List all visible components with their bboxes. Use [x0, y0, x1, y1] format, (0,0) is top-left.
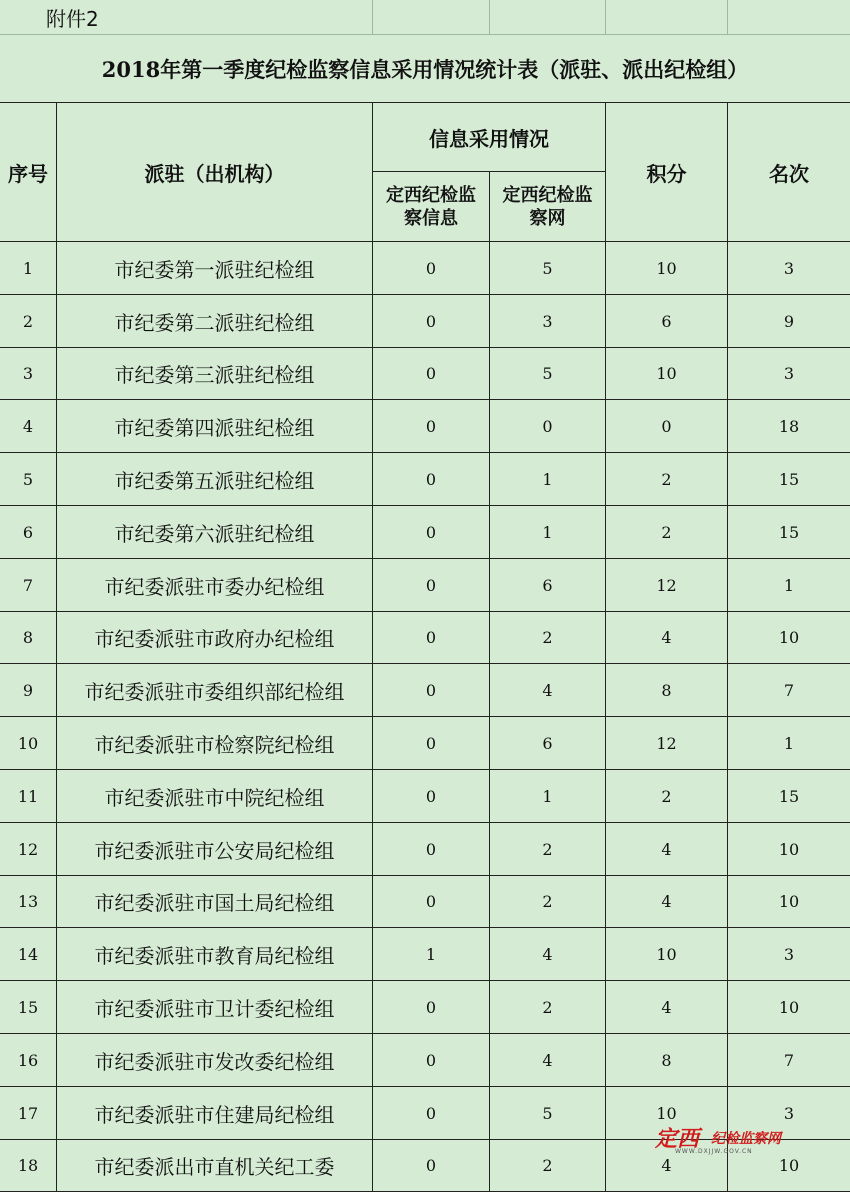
cell-web-count: 2: [490, 612, 606, 664]
cell-score: 10: [606, 1087, 728, 1140]
cell-org: 市纪委派出市直机关纪工委: [57, 1140, 373, 1192]
cell-info-count: 0: [373, 981, 490, 1034]
cell-web-count: 1: [490, 770, 606, 823]
cell-rank: 10: [728, 612, 850, 664]
attachment-label: 附件2: [0, 0, 850, 35]
cell-info-count: 0: [373, 242, 490, 295]
cell-index: 15: [0, 981, 57, 1034]
cell-info-count: 0: [373, 559, 490, 612]
cell-info-count: 0: [373, 770, 490, 823]
cell-org: 市纪委第五派驻纪检组: [57, 453, 373, 506]
cell-org: 市纪委派驻市公安局纪检组: [57, 823, 373, 876]
cell-index: 3: [0, 348, 57, 400]
cell-org: 市纪委派驻市发改委纪检组: [57, 1034, 373, 1087]
cell-score: 4: [606, 1140, 728, 1192]
table-title: 2018年第一季度纪检监察信息采用情况统计表（派驻、派出纪检组）: [0, 35, 850, 103]
cell-rank: 3: [728, 1087, 850, 1140]
watermark-brand: 定西: [655, 1126, 700, 1152]
cell-rank: 3: [728, 928, 850, 981]
cell-rank: 3: [728, 242, 850, 295]
cell-score: 6: [606, 295, 728, 348]
cell-org: 市纪委第一派驻纪检组: [57, 242, 373, 295]
cell-score: 2: [606, 506, 728, 559]
cell-org: 市纪委派驻市政府办纪检组: [57, 612, 373, 664]
cell-index: 7: [0, 559, 57, 612]
cell-info-count: 0: [373, 717, 490, 770]
cell-rank: 10: [728, 981, 850, 1034]
cell-index: 5: [0, 453, 57, 506]
cell-score: 12: [606, 559, 728, 612]
cell-index: 4: [0, 400, 57, 453]
cell-score: 4: [606, 876, 728, 928]
cell-web-count: 5: [490, 242, 606, 295]
watermark-name: 纪检监察网: [711, 1131, 781, 1147]
cell-index: 18: [0, 1140, 57, 1192]
cell-info-count: 0: [373, 876, 490, 928]
gridline: [372, 0, 373, 35]
header-org: 派驻（出机构）: [57, 103, 373, 242]
cell-index: 9: [0, 664, 57, 717]
header-index: 序号: [0, 103, 57, 242]
cell-info-count: 0: [373, 400, 490, 453]
cell-score: 10: [606, 242, 728, 295]
cell-rank: 3: [728, 348, 850, 400]
watermark-url: WWW.DXJJW.GOV.CN: [675, 1148, 753, 1155]
cell-org: 市纪委第六派驻纪检组: [57, 506, 373, 559]
cell-index: 17: [0, 1087, 57, 1140]
cell-org: 市纪委派驻市住建局纪检组: [57, 1087, 373, 1140]
cell-web-count: 5: [490, 348, 606, 400]
cell-rank: 18: [728, 400, 850, 453]
cell-info-count: 0: [373, 1140, 490, 1192]
cell-org: 市纪委派驻市卫计委纪检组: [57, 981, 373, 1034]
cell-index: 12: [0, 823, 57, 876]
cell-web-count: 2: [490, 1140, 606, 1192]
cell-score: 4: [606, 823, 728, 876]
cell-index: 2: [0, 295, 57, 348]
header-usage: 信息采用情况: [373, 103, 606, 172]
cell-index: 16: [0, 1034, 57, 1087]
gridline: [727, 0, 728, 35]
cell-info-count: 0: [373, 1034, 490, 1087]
cell-web-count: 1: [490, 453, 606, 506]
cell-org: 市纪委第三派驻纪检组: [57, 348, 373, 400]
cell-web-count: 2: [490, 876, 606, 928]
cell-rank: 10: [728, 823, 850, 876]
cell-org: 市纪委派驻市教育局纪检组: [57, 928, 373, 981]
cell-web-count: 5: [490, 1087, 606, 1140]
cell-info-count: 0: [373, 295, 490, 348]
cell-org: 市纪委派驻市中院纪检组: [57, 770, 373, 823]
cell-index: 1: [0, 242, 57, 295]
header-score: 积分: [606, 103, 728, 242]
header-sub-info: 定西纪检监察信息: [373, 172, 490, 242]
cell-info-count: 0: [373, 1087, 490, 1140]
cell-score: 0: [606, 400, 728, 453]
cell-web-count: 4: [490, 1034, 606, 1087]
cell-web-count: 6: [490, 559, 606, 612]
cell-rank: 10: [728, 876, 850, 928]
cell-info-count: 1: [373, 928, 490, 981]
cell-score: 4: [606, 981, 728, 1034]
cell-info-count: 0: [373, 506, 490, 559]
cell-info-count: 0: [373, 453, 490, 506]
cell-org: 市纪委派驻市国土局纪检组: [57, 876, 373, 928]
cell-rank: 9: [728, 295, 850, 348]
cell-web-count: 4: [490, 928, 606, 981]
gridline: [605, 0, 606, 35]
cell-score: 4: [606, 612, 728, 664]
cell-org: 市纪委派驻市委办纪检组: [57, 559, 373, 612]
cell-web-count: 4: [490, 664, 606, 717]
cell-rank: 15: [728, 770, 850, 823]
cell-info-count: 0: [373, 664, 490, 717]
cell-info-count: 0: [373, 823, 490, 876]
cell-rank: 1: [728, 717, 850, 770]
cell-rank: 10: [728, 1140, 850, 1192]
cell-web-count: 3: [490, 295, 606, 348]
cell-rank: 7: [728, 1034, 850, 1087]
cell-info-count: 0: [373, 612, 490, 664]
cell-org: 市纪委第二派驻纪检组: [57, 295, 373, 348]
cell-index: 14: [0, 928, 57, 981]
header-rank: 名次: [728, 103, 850, 242]
header-sub-web: 定西纪检监察网: [490, 172, 606, 242]
cell-index: 10: [0, 717, 57, 770]
cell-rank: 1: [728, 559, 850, 612]
cell-score: 10: [606, 928, 728, 981]
cell-score: 2: [606, 453, 728, 506]
cell-org: 市纪委派驻市委组织部纪检组: [57, 664, 373, 717]
cell-info-count: 0: [373, 348, 490, 400]
cell-score: 8: [606, 664, 728, 717]
cell-index: 13: [0, 876, 57, 928]
cell-index: 8: [0, 612, 57, 664]
cell-rank: 7: [728, 664, 850, 717]
gridline: [489, 0, 490, 35]
cell-web-count: 2: [490, 823, 606, 876]
cell-org: 市纪委派驻市检察院纪检组: [57, 717, 373, 770]
cell-score: 2: [606, 770, 728, 823]
cell-index: 11: [0, 770, 57, 823]
cell-score: 12: [606, 717, 728, 770]
cell-web-count: 6: [490, 717, 606, 770]
cell-web-count: 2: [490, 981, 606, 1034]
cell-web-count: 0: [490, 400, 606, 453]
cell-org: 市纪委第四派驻纪检组: [57, 400, 373, 453]
cell-rank: 15: [728, 506, 850, 559]
cell-rank: 15: [728, 453, 850, 506]
cell-score: 10: [606, 348, 728, 400]
cell-index: 6: [0, 506, 57, 559]
cell-score: 8: [606, 1034, 728, 1087]
cell-web-count: 1: [490, 506, 606, 559]
watermark-logo: [655, 1122, 845, 1162]
